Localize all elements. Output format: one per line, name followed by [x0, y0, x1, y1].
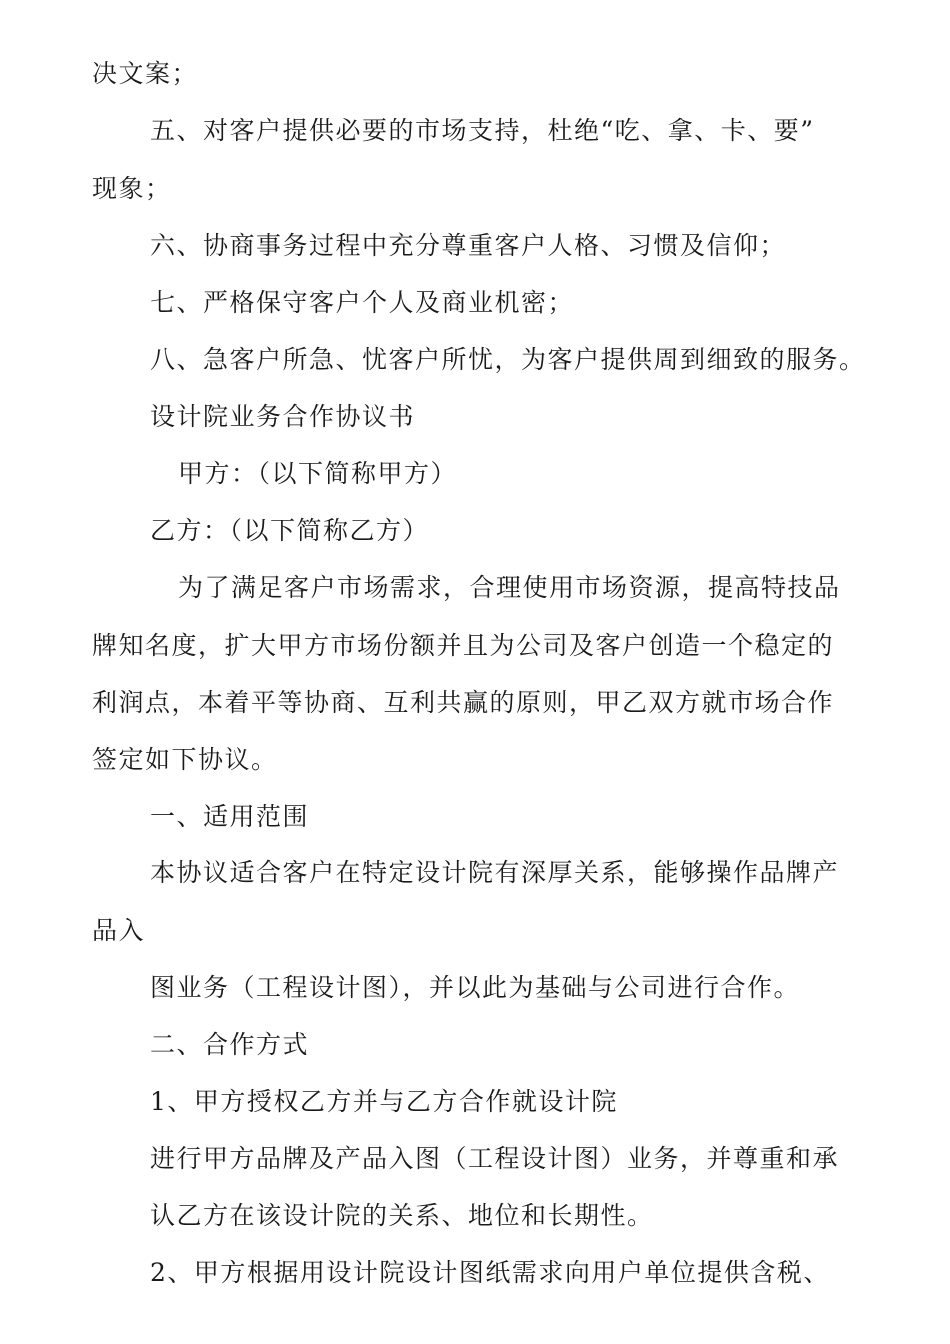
text-line: 六、协商事务过程中充分尊重客户人格、习惯及信仰；: [150, 231, 787, 260]
text-line: 为了满足客户市场需求，合理使用市场资源，提高特技品: [178, 573, 841, 602]
text-line: 进行甲方品牌及产品入图（工程设计图）业务，并尊重和承: [150, 1144, 840, 1173]
text-line: 决文案；: [92, 59, 199, 88]
text-line: 七、严格保守客户个人及商业机密；: [150, 288, 575, 317]
text-line: 认乙方在该设计院的关系、地位和长期性。: [150, 1201, 654, 1230]
text-line: 牌知名度，扩大甲方市场份额并且为公司及客户创造一个稳定的: [92, 631, 835, 660]
party-b-line: 乙方：（以下简称乙方）: [150, 516, 430, 545]
text-line: 本协议适合客户在特定设计院有深厚关系，能够操作品牌产: [150, 858, 840, 887]
text-line: 1、甲方授权乙方并与乙方合作就设计院: [150, 1087, 618, 1116]
party-a-line: 甲方：（以下简称甲方）: [178, 459, 458, 488]
text-line: 现象；: [92, 174, 172, 203]
text-line: 品入: [92, 916, 146, 945]
text-line: 2、甲方根据用设计院设计图纸需求向用户单位提供含税、: [150, 1258, 830, 1287]
text-line: 八、急客户所急、忧客户所忧，为客户提供周到细致的服务。: [150, 345, 866, 374]
text-line: 利润点，本着平等协商、互利共赢的原则，甲乙双方就市场合作: [92, 688, 835, 717]
text-line: 五、对客户提供必要的市场支持，杜绝“吃、拿、卡、要”: [150, 116, 815, 145]
section-heading: 二、合作方式: [150, 1030, 310, 1059]
document-title: 设计院业务合作协议书: [150, 402, 416, 431]
section-heading: 一、适用范围: [150, 802, 310, 831]
text-line: 签定如下协议。: [92, 745, 278, 774]
text-line: 图业务（工程设计图），并以此为基础与公司进行合作。: [150, 973, 801, 1002]
